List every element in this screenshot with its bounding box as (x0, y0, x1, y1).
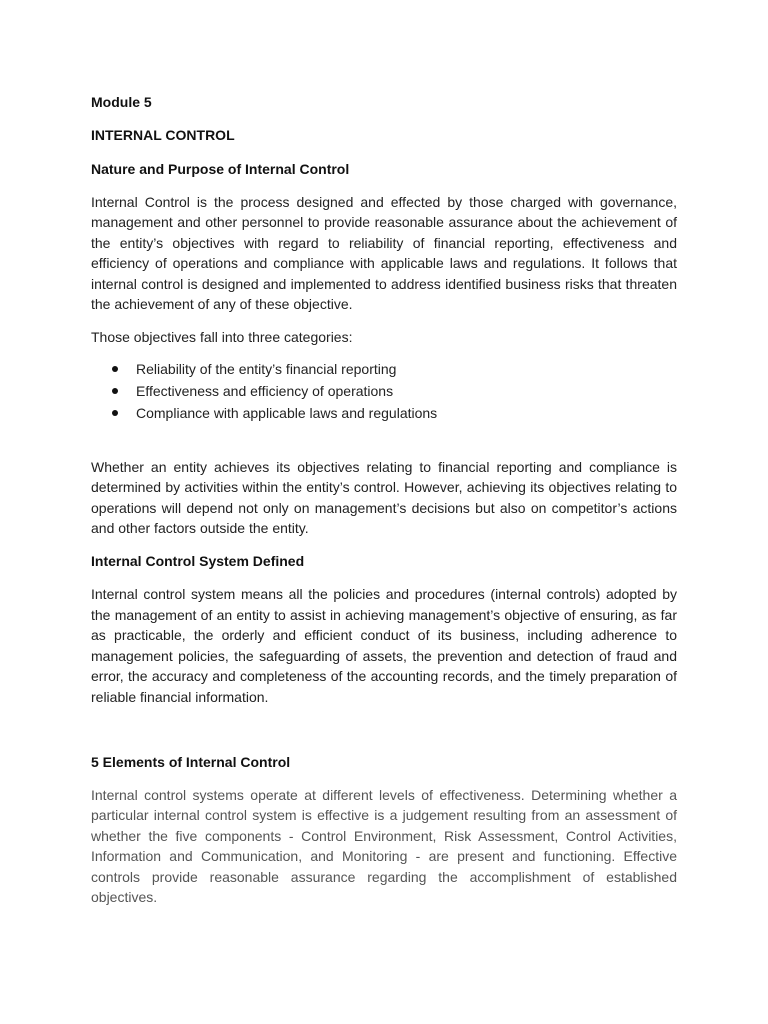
paragraph-categories-intro: Those objectives fall into three categories: (91, 329, 353, 346)
bullet-icon (112, 410, 118, 416)
paragraph-definition: Internal Control is the process designed and effected by those charged with governance, management and other personnel to provide reasonable assurance about the achievement of the entity’s objectives with regard to reliability of financial reporting, effectiveness and efficiency of operations and compliance with applicable laws and regulations. It follows that internal control is designed and implemented to address identified business risks that threaten the achievement of any of these objective. (91, 194, 677, 313)
list-item (91, 358, 677, 380)
section-heading-system-defined: Internal Control System Defined (91, 553, 305, 570)
section-heading-five-elements: 5 Elements of Internal Control (91, 753, 291, 770)
bullet-icon (112, 366, 118, 372)
paragraph-five-elements: Internal control systems operate at different levels of effectiveness. Determining whether a particular internal control system is effective is a judgement resulting from an assessment of whether the five components - Control Environment, Risk Assessment, Control Activities, Information and Communication, and Monitoring - are present and functioning. Effective controls provide reasonable assurance regarding the accomplishment of established objectives. (91, 786, 677, 905)
list-item-text: Reliability of the entity’s financial reporting (136, 360, 397, 377)
paragraph-objectives-control: Whether an entity achieves its objectives relating to financial reporting and compliance is determined by activities within the entity’s control. However, achieving its objectives relating to operations will depend not only on management’s decisions but also on competitor’s actions and other factors outside the entity. (91, 458, 677, 537)
bullet-icon (112, 388, 118, 394)
list-item (91, 402, 677, 424)
list-item (91, 380, 677, 402)
section-heading-nature-purpose: Nature and Purpose of Internal Control (91, 161, 350, 177)
objectives-list (91, 358, 677, 424)
list-item-text: Compliance with applicable laws and regulations (136, 404, 438, 421)
list-item-text: Effectiveness and efficiency of operations (136, 382, 394, 399)
document-page (91, 92, 677, 907)
module-label: Module 5 (91, 94, 152, 110)
document-title: INTERNAL CONTROL (91, 127, 235, 143)
paragraph-system-definition: Internal control system means all the policies and procedures (internal controls) adopted by the management of an entity to assist in achieving management’s objective of ensuring, as far as practicable, the orderly and efficient conduct of its business, including adherence to management policies, the safeguarding of assets, the prevention and detection of fraud and error, the accuracy and completeness of the accounting records, and the timely preparation of reliable financial information. (91, 586, 677, 705)
